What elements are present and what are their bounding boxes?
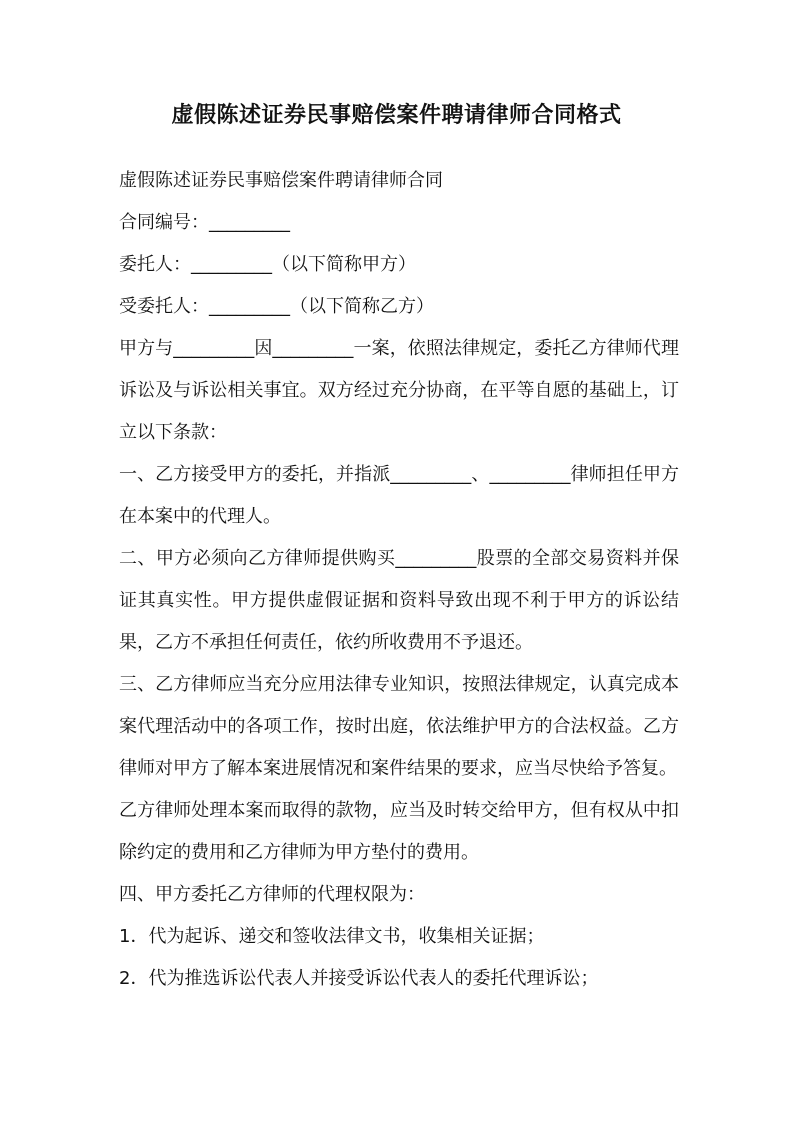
contract-number-line: 合同编号：_________ [119, 212, 290, 233]
clause-4-item-1: 1．代为起诉、递交和签收法律文书，收集相关证据； [119, 926, 545, 947]
clause-3-continuation-paragraph: 乙方律师处理本案而取得的款物，应当及时转交给甲方，但有权从中扣除约定的费用和乙方律师为甲方垫付的费用。 [119, 800, 679, 863]
document-title: 虚假陈述证券民事赔偿案件聘请律师合同格式 [171, 103, 622, 128]
clause-3-paragraph: 三、乙方律师应当充分应用法律专业知识，按照法律规定，认真完成本案代理活动中的各项工作，按时出庭，依法维护甲方的合法权益。乙方律师对甲方了解本案进展情况和案件结果的要求，应当尽快给予答复。 [119, 674, 679, 779]
clause-4-heading: 四、甲方委托乙方律师的代理权限为： [119, 884, 425, 905]
contract-heading: 虚假陈述证券民事赔偿案件聘请律师合同 [119, 170, 443, 191]
document-body [119, 160, 679, 1000]
preamble-paragraph: 甲方与_________因_________一案，依照法律规定，委托乙方律师代理诉讼及与诉讼相关事宜。双方经过充分协商，在平等自愿的基础上，订立以下条款： [119, 338, 679, 443]
agent-line: 受委托人：_________（以下简称乙方） [119, 296, 434, 317]
clause-4-item-2: 2．代为推选诉讼代表人并接受诉讼代表人的委托代理诉讼； [119, 968, 599, 989]
client-line: 委托人：_________（以下简称甲方） [119, 254, 416, 275]
clause-1-paragraph: 一、乙方接受甲方的委托，并指派_________、_________律师担任甲方在本案中的代理人。 [119, 464, 679, 527]
clause-2-paragraph: 二、甲方必须向乙方律师提供购买_________股票的全部交易资料并保证其真实性。甲方提供虚假证据和资料导致出现不利于甲方的诉讼结果，乙方不承担任何责任，依约所收费用不予退还。 [119, 548, 679, 653]
